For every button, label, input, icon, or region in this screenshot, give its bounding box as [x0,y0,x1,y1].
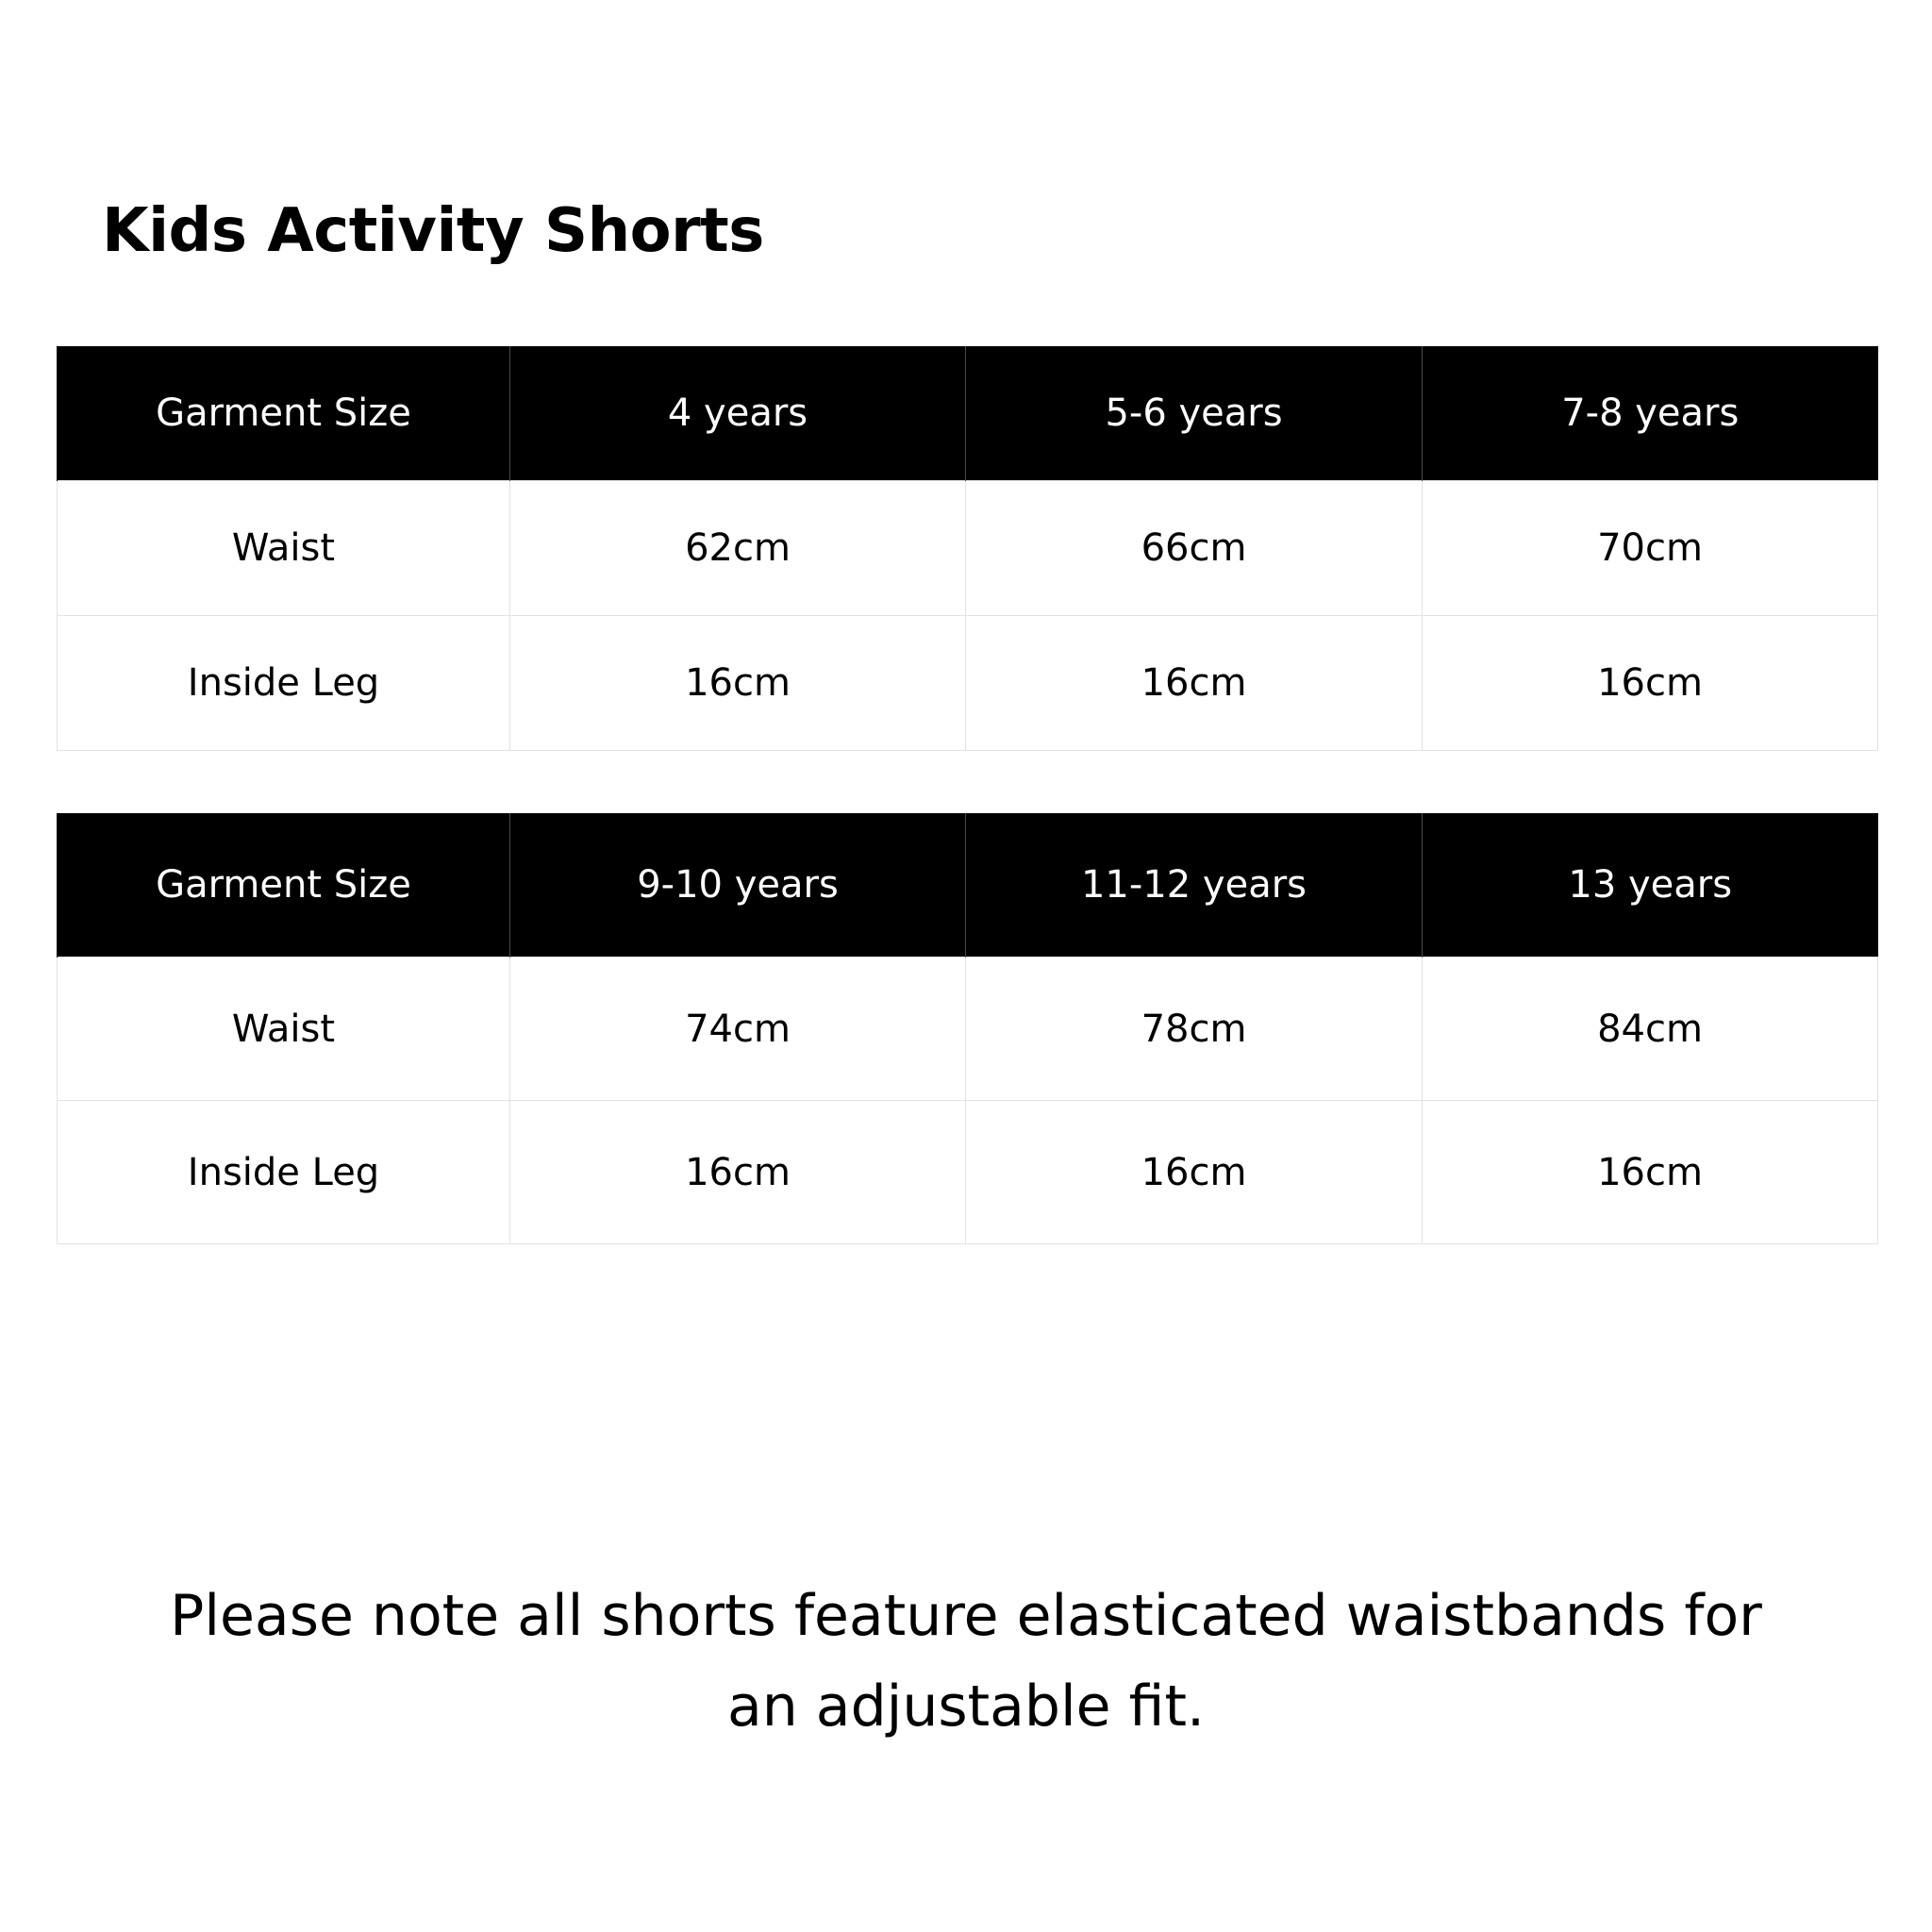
table-cell: 16cm [966,616,1423,751]
table-cell: 16cm [510,1101,966,1244]
size-table-1 [57,346,1878,751]
row-label-inside-leg: Inside Leg [58,616,510,751]
table-cell: 84cm [1423,958,1878,1101]
table-cell: 16cm [966,1101,1423,1244]
table-cell: 16cm [1423,616,1878,751]
header-row [58,813,1878,958]
table-cell: 16cm [510,616,966,751]
table-cell: 16cm [1423,1101,1878,1244]
header-cell-size: 7-8 years [1423,346,1878,481]
table-cell: 78cm [966,958,1423,1101]
table-row-inside-leg [58,1101,1878,1244]
header-cell-size: 9-10 years [510,813,966,958]
table-row-waist [58,481,1878,616]
table-row-inside-leg [58,616,1878,751]
header-cell-size: 13 years [1423,813,1878,958]
table-cell: 66cm [966,481,1423,616]
footnote-line-2: an adjustable fit. [726,1674,1206,1740]
header-cell-size: 4 years [510,346,966,481]
size-table-2 [57,813,1878,1244]
footnote-line-1: Please note all shorts feature elasticated waistbands for [170,1583,1762,1649]
table-cell: 62cm [510,481,966,616]
header-cell-size: 11-12 years [966,813,1423,958]
row-label-waist: Waist [58,481,510,616]
header-cell-size: 5-6 years [966,346,1423,481]
table-cell: 70cm [1423,481,1878,616]
table-cell: 74cm [510,958,966,1101]
footnote [0,1571,1932,1752]
page-title: Kids Activity Shorts [102,196,764,266]
header-cell-garment-size: Garment Size [58,813,510,958]
row-label-inside-leg: Inside Leg [58,1101,510,1244]
table-row-waist [58,958,1878,1101]
row-label-waist: Waist [58,958,510,1101]
header-cell-garment-size: Garment Size [58,346,510,481]
header-row [58,346,1878,481]
